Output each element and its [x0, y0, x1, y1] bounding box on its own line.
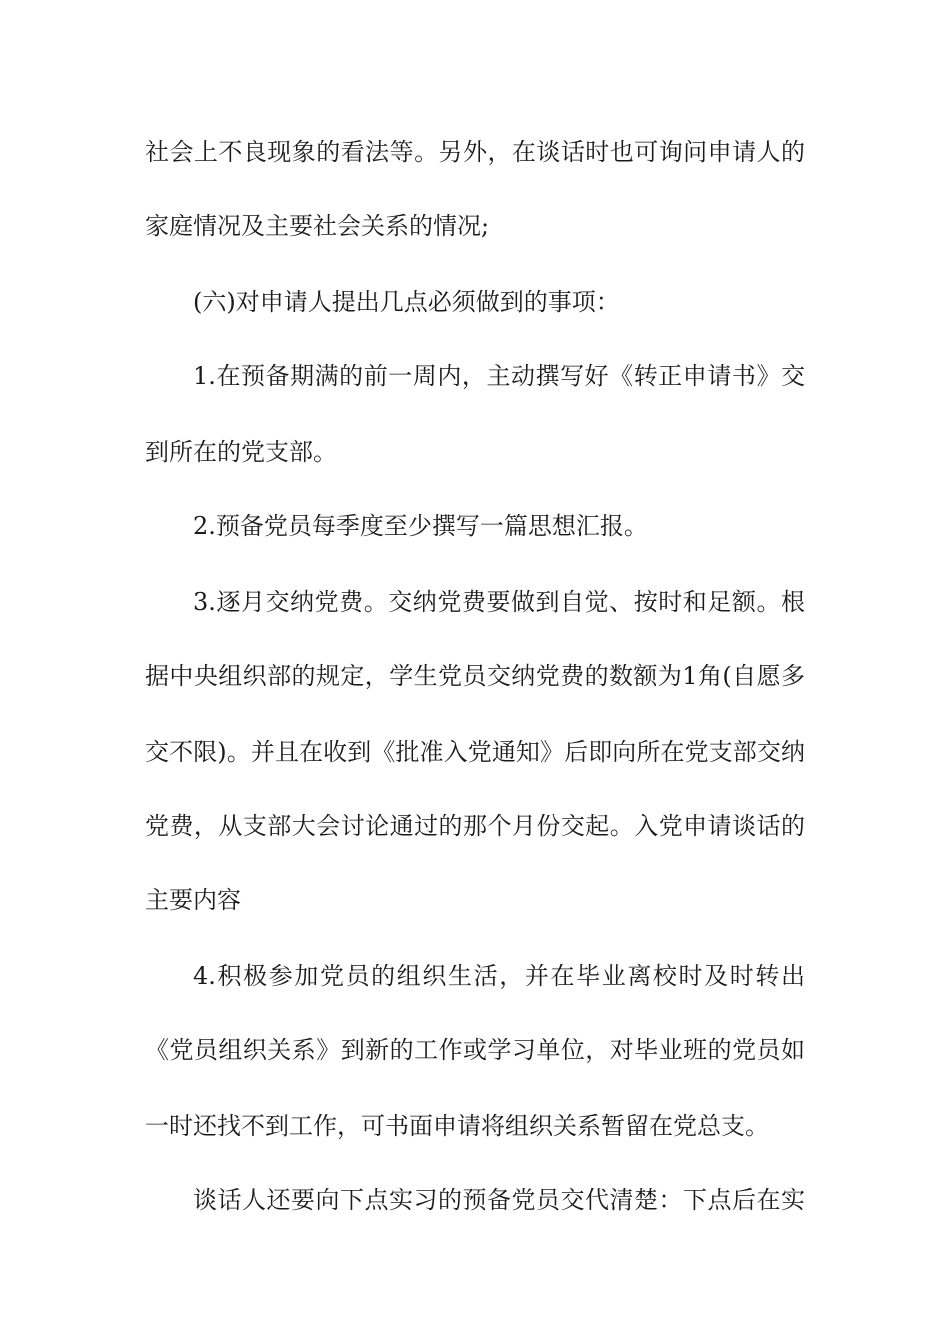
item-3-line-3: 交不限)。并且在收到《批准入党通知》后即向所在党支部交纳	[145, 738, 805, 766]
item-3-line-5: 主要内容	[145, 886, 241, 914]
closing-paragraph-line-1: 谈话人还要向下点实习的预备党员交代清楚：下点后在实	[193, 1186, 805, 1214]
text-line-1: 社会上不良现象的看法等。另外，在谈话时也可询问申请人的	[145, 138, 805, 166]
item-2-line: 2.预备党员每季度至少撰写一篇思想汇报。	[193, 512, 648, 540]
item-3-line-1: 3.逐月交纳党费。交纳党费要做到自觉、按时和足额。根	[193, 588, 805, 616]
item-3-line-4: 党费，从支部大会讨论通过的那个月份交起。入党申请谈话的	[145, 812, 805, 840]
item-1-line-1: 1.在预备期满的前一周内，主动撰写好《转正申请书》交	[193, 362, 805, 390]
item-4-line-1: 4.积极参加党员的组织生活，并在毕业离校时及时转出	[193, 962, 805, 990]
text-line-2: 家庭情况及主要社会关系的情况;	[145, 212, 490, 240]
item-4-line-2: 《党员组织关系》到新的工作或学习单位，对毕业班的党员如	[145, 1036, 805, 1064]
item-1-line-2: 到所在的党支部。	[145, 438, 337, 466]
section-heading-six: (六)对申请人提出几点必须做到的事项：	[193, 288, 620, 316]
item-4-line-3: 一时还找不到工作，可书面申请将组织关系暂留在党总支。	[145, 1112, 769, 1140]
item-3-line-2: 据中央组织部的规定，学生党员交纳党费的数额为1角(自愿多	[145, 662, 805, 690]
